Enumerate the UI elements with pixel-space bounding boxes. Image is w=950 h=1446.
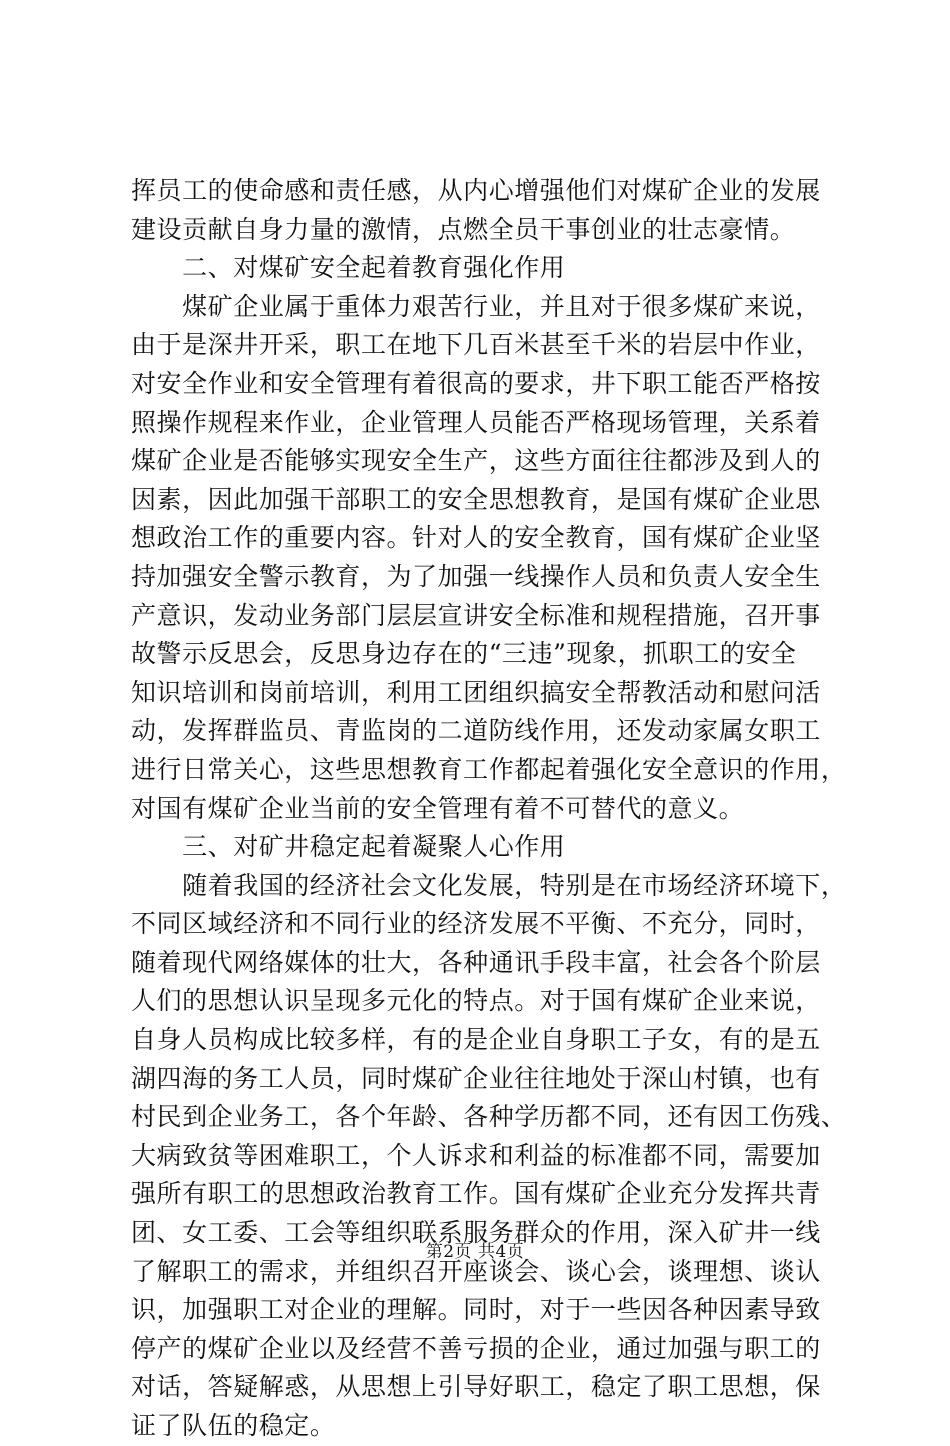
- text-line: 对国有煤矿企业当前的安全管理有着不可替代的意义。: [131, 793, 745, 823]
- text-line: 煤矿企业属于重体力艰苦行业，并且对于很多煤矿来说，: [131, 291, 821, 321]
- text-line: 随着现代网络媒体的壮大，各种通讯手段丰富，社会各个阶层: [131, 947, 821, 977]
- text-line: 想政治工作的重要内容。针对人的安全教育，国有煤矿企业坚: [131, 523, 821, 553]
- text-line: 证了队伍的稳定。: [131, 1411, 336, 1440]
- text-line: 动，发挥群监员、青监岗的二道防线作用，还发动家属女职工: [131, 716, 821, 746]
- text-line: 随着我国的经济社会文化发展，特别是在市场经济环境下，: [131, 870, 847, 900]
- text-line: 不同区域经济和不同行业的经济发展不平衡、不充分，同时，: [131, 909, 821, 939]
- page-footer: 第2页 共4页: [425, 1242, 525, 1262]
- text-line: 建设贡献自身力量的激情，点燃全员干事创业的壮志豪情。: [131, 214, 796, 244]
- text-line: 对安全作业和安全管理有着很高的要求，井下职工能否严格按: [131, 368, 821, 398]
- text-line: 挥员工的使命感和责任感，从内心增强他们对煤矿企业的发展: [131, 176, 821, 205]
- text-line: 对话，答疑解惑，从思想上引导好职工，稳定了职工思想，保: [131, 1372, 821, 1402]
- text-line: 团、女工委、工会等组织联系服务群众的作用，深入矿井一线: [131, 1218, 821, 1248]
- text-line: 了解职工的需求，并组织召开座谈会、谈心会，谈理想、谈认: [131, 1256, 821, 1286]
- text-line: 知识培训和岗前培训，利用工团组织搞安全帮教活动和慰问活: [131, 677, 821, 707]
- text-line: 人们的思想认识呈现多元化的特点。对于国有煤矿企业来说，: [131, 986, 821, 1016]
- text-line: 持加强安全警示教育，为了加强一线操作人员和负责人安全生: [131, 561, 821, 591]
- text-line: 产意识，发动业务部门层层宣讲安全标准和规程措施，召开事: [131, 600, 821, 630]
- text-line: 识，加强职工对企业的理解。同时，对于一些因各种因素导致: [131, 1295, 821, 1325]
- text-line: 由于是深井开采，职工在地下几百米甚至千米的岩层中作业，: [131, 330, 821, 360]
- text-line: 进行日常关心，这些思想教育工作都起着强化安全意识的作用，: [131, 754, 847, 784]
- text-line: 强所有职工的思想政治教育工作。国有煤矿企业充分发挥共青: [131, 1179, 821, 1209]
- text-line: 大病致贫等困难职工，个人诉求和利益的标准都不同，需要加: [131, 1140, 821, 1170]
- text-line: 自身人员构成比较多样，有的是企业自身职工子女，有的是五: [131, 1025, 821, 1055]
- text-line: 故警示反思会，反思身边存在的“三违”现象，抓职工的安全: [131, 639, 797, 669]
- text-line: 照操作规程来作业，企业管理人员能否严格现场管理，关系着: [131, 407, 821, 437]
- text-line: 因素，因此加强干部职工的安全思想教育，是国有煤矿企业思: [131, 484, 821, 514]
- section-heading-2: 二、对煤矿安全起着教育强化作用: [131, 253, 566, 283]
- text-line: 村民到企业务工，各个年龄、各种学历都不同，还有因工伤残、: [131, 1102, 847, 1132]
- text-line: 煤矿企业是否能够实现安全生产，这些方面往往都涉及到人的: [131, 446, 821, 476]
- section-heading-3: 三、对矿井稳定起着凝聚人心作用: [131, 832, 566, 862]
- text-line: 停产的煤矿企业以及经营不善亏损的企业，通过加强与职工的: [131, 1333, 821, 1363]
- text-line: 湖四海的务工人员，同时煤矿企业往往地处于深山村镇，也有: [131, 1063, 821, 1093]
